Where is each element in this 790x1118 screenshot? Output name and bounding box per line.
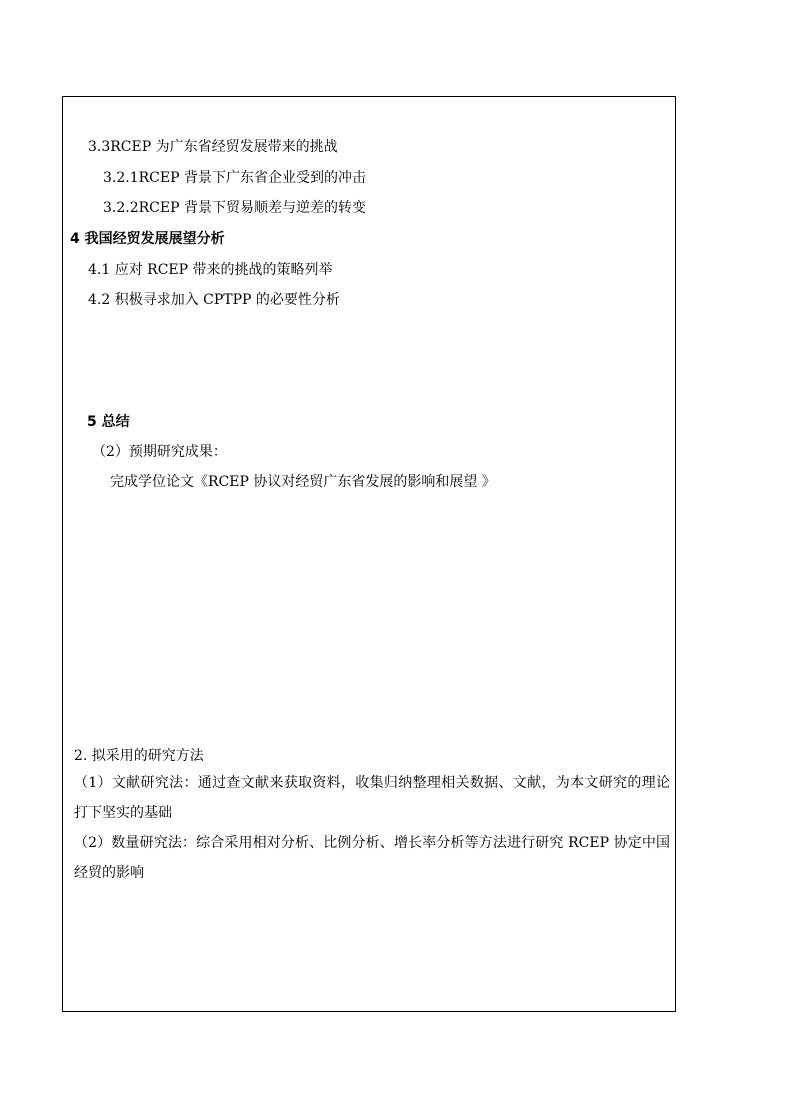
expected-results-text: 完成学位论文《RCEP 协议对经贸广东省发展的影响和展望 》 <box>110 474 496 490</box>
methods-heading: 2. 拟采用的研究方法 <box>74 748 204 764</box>
outline-item-3-3: 3.3RCEP 为广东省经贸发展带来的挑战 <box>88 139 338 155</box>
method-quantitative-research: （2）数量研究法：综合采用相对分析、比例分析、增长率分析等方法进行研究 RCEP 协定中国经贸的影响 <box>74 835 670 881</box>
method-literature-research: （1）文献研究法：通过查文献来获取资料，收集归纳整理相关数据、文献，为本文研究的理论打下坚实的基础 <box>74 775 670 821</box>
expected-results-heading: （2）预期研究成果： <box>92 444 227 460</box>
outline-section-5: 5 总结 <box>87 414 130 430</box>
outline-item-4-2: 4.2 积极寻求加入 CPTPP 的必要性分析 <box>88 292 340 308</box>
outline-item-3-2-2: 3.2.2RCEP 背景下贸易顺差与逆差的转变 <box>103 200 366 216</box>
outline-section-4: 4 我国经贸发展展望分析 <box>70 231 225 247</box>
outline-item-4-1: 4.1 应对 RCEP 带来的挑战的策略列举 <box>88 262 333 278</box>
outline-item-3-2-1: 3.2.1RCEP 背景下广东省企业受到的冲击 <box>103 170 366 186</box>
